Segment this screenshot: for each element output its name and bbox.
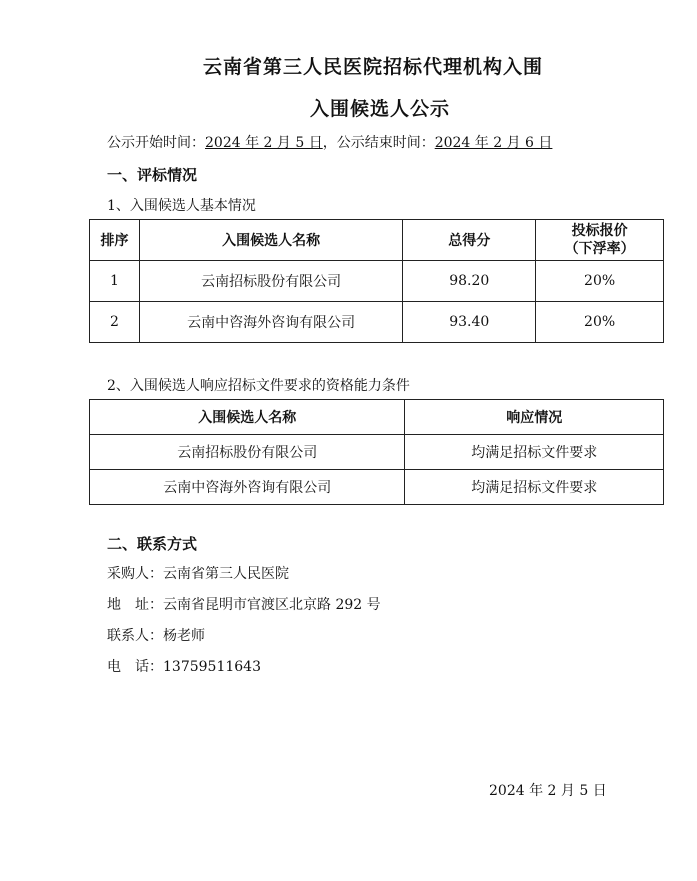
table-row — [90, 261, 664, 302]
table-header-row — [90, 400, 664, 435]
contact-person-line: 联系人：杨老师 — [107, 628, 205, 644]
table-row — [90, 302, 664, 343]
cell-candidate-name: 云南中咨海外咨询有限公司 — [90, 470, 405, 505]
notice-separator: ， — [322, 135, 337, 151]
document-title: 云南省第三人民医院招标代理机构入围 — [203, 56, 544, 78]
section1-sub2: 2、入围候选人响应招标文件要求的资格能力条件 — [107, 378, 410, 394]
notice-end-date: 2024 年 2 月 6 日 — [434, 135, 553, 151]
header-response-status: 响应情况 — [405, 400, 664, 435]
cell-candidate-name: 云南招标股份有限公司 — [139, 261, 402, 302]
cell-candidate-name: 云南中咨海外咨询有限公司 — [139, 302, 402, 343]
address-line: 地 址：云南省昆明市官渡区北京路 292 号 — [107, 597, 381, 613]
header-bid-price-line2: （下浮率） — [564, 241, 635, 257]
cell-response-status: 均满足招标文件要求 — [405, 470, 664, 505]
cell-rank: 1 — [90, 261, 140, 302]
notice-period — [107, 132, 552, 152]
phone-line: 电 话：13759511643 — [107, 659, 261, 675]
cell-rank: 2 — [90, 302, 140, 343]
notice-start-label: 公示开始时间： — [107, 135, 205, 151]
cell-rate: 20% — [536, 261, 664, 302]
notice-end-label: 公示结束时间： — [336, 135, 435, 151]
footer-date: 2024 年 2 月 5 日 — [489, 783, 607, 799]
table-header-row — [90, 220, 664, 261]
header-candidate-name: 入围候选人名称 — [90, 400, 405, 435]
notice-start-date: 2024 年 2 月 5 日 — [205, 135, 323, 151]
header-bid-price-line1: 投标报价 — [571, 223, 628, 239]
section2-heading: 二、联系方式 — [107, 535, 198, 553]
header-candidate-name: 入围候选人名称 — [139, 220, 402, 261]
purchaser-line: 采购人：云南省第三人民医院 — [107, 566, 289, 582]
cell-score: 93.40 — [403, 302, 536, 343]
cell-candidate-name: 云南招标股份有限公司 — [90, 435, 405, 470]
cell-score: 98.20 — [403, 261, 536, 302]
header-rank: 排序 — [90, 220, 140, 261]
cell-rate: 20% — [536, 302, 664, 343]
table-row — [90, 435, 664, 470]
candidate-basic-table — [89, 219, 664, 343]
table-row — [90, 470, 664, 505]
header-bid-price — [536, 220, 664, 261]
candidate-qualification-table — [89, 399, 664, 505]
cell-response-status: 均满足招标文件要求 — [405, 435, 664, 470]
section1-heading: 一、评标情况 — [107, 166, 198, 184]
header-total-score: 总得分 — [403, 220, 536, 261]
section1-sub1: 1、入围候选人基本情况 — [107, 198, 256, 214]
document-subtitle: 入围候选人公示 — [310, 98, 451, 120]
